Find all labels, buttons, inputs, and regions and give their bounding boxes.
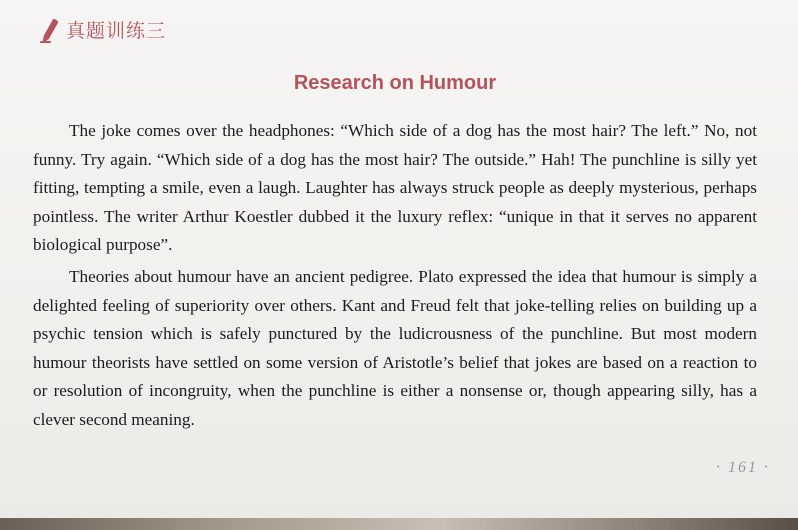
- section-label: 真题训练三: [66, 19, 167, 42]
- paragraph: Theories about humour have an ancient pedigree. Plato expressed the idea that humour is simply a delighted feeling of superiority over others. Kant and Freud felt that joke-telling relies on building up a psychic tension which is safely punctured by the ludicrousness of the punchline. But most modern humour theorists have settled on some version of Aristotle’s belief that jokes are based on a reaction to or resolution of incongruity, when the punchline is either a nonsense or, though appearing silly, has a clever second meaning.: [33, 266, 757, 429]
- paragraph: The joke comes over the headphones: “Which side of a dog has the most hair? The left.” No, not funny. Try again. “Which side of a dog has the most hair? The outside.” Hah! The punchline is silly yet fitting, tempting a smile, even a laugh. Laughter has always struck people as deeply mysterious, perhaps pointless. The writer Arthur Koestler dubbed it the luxury reflex: “unique in that it serves no apparent biological purpose”.: [33, 121, 757, 255]
- pencil-icon: [38, 14, 60, 44]
- section-header: [38, 14, 166, 44]
- page-number: · 161 ·: [716, 459, 770, 476]
- article-title: Research on Humour: [293, 72, 497, 94]
- article-body: [33, 117, 757, 438]
- background-edge: [0, 518, 798, 530]
